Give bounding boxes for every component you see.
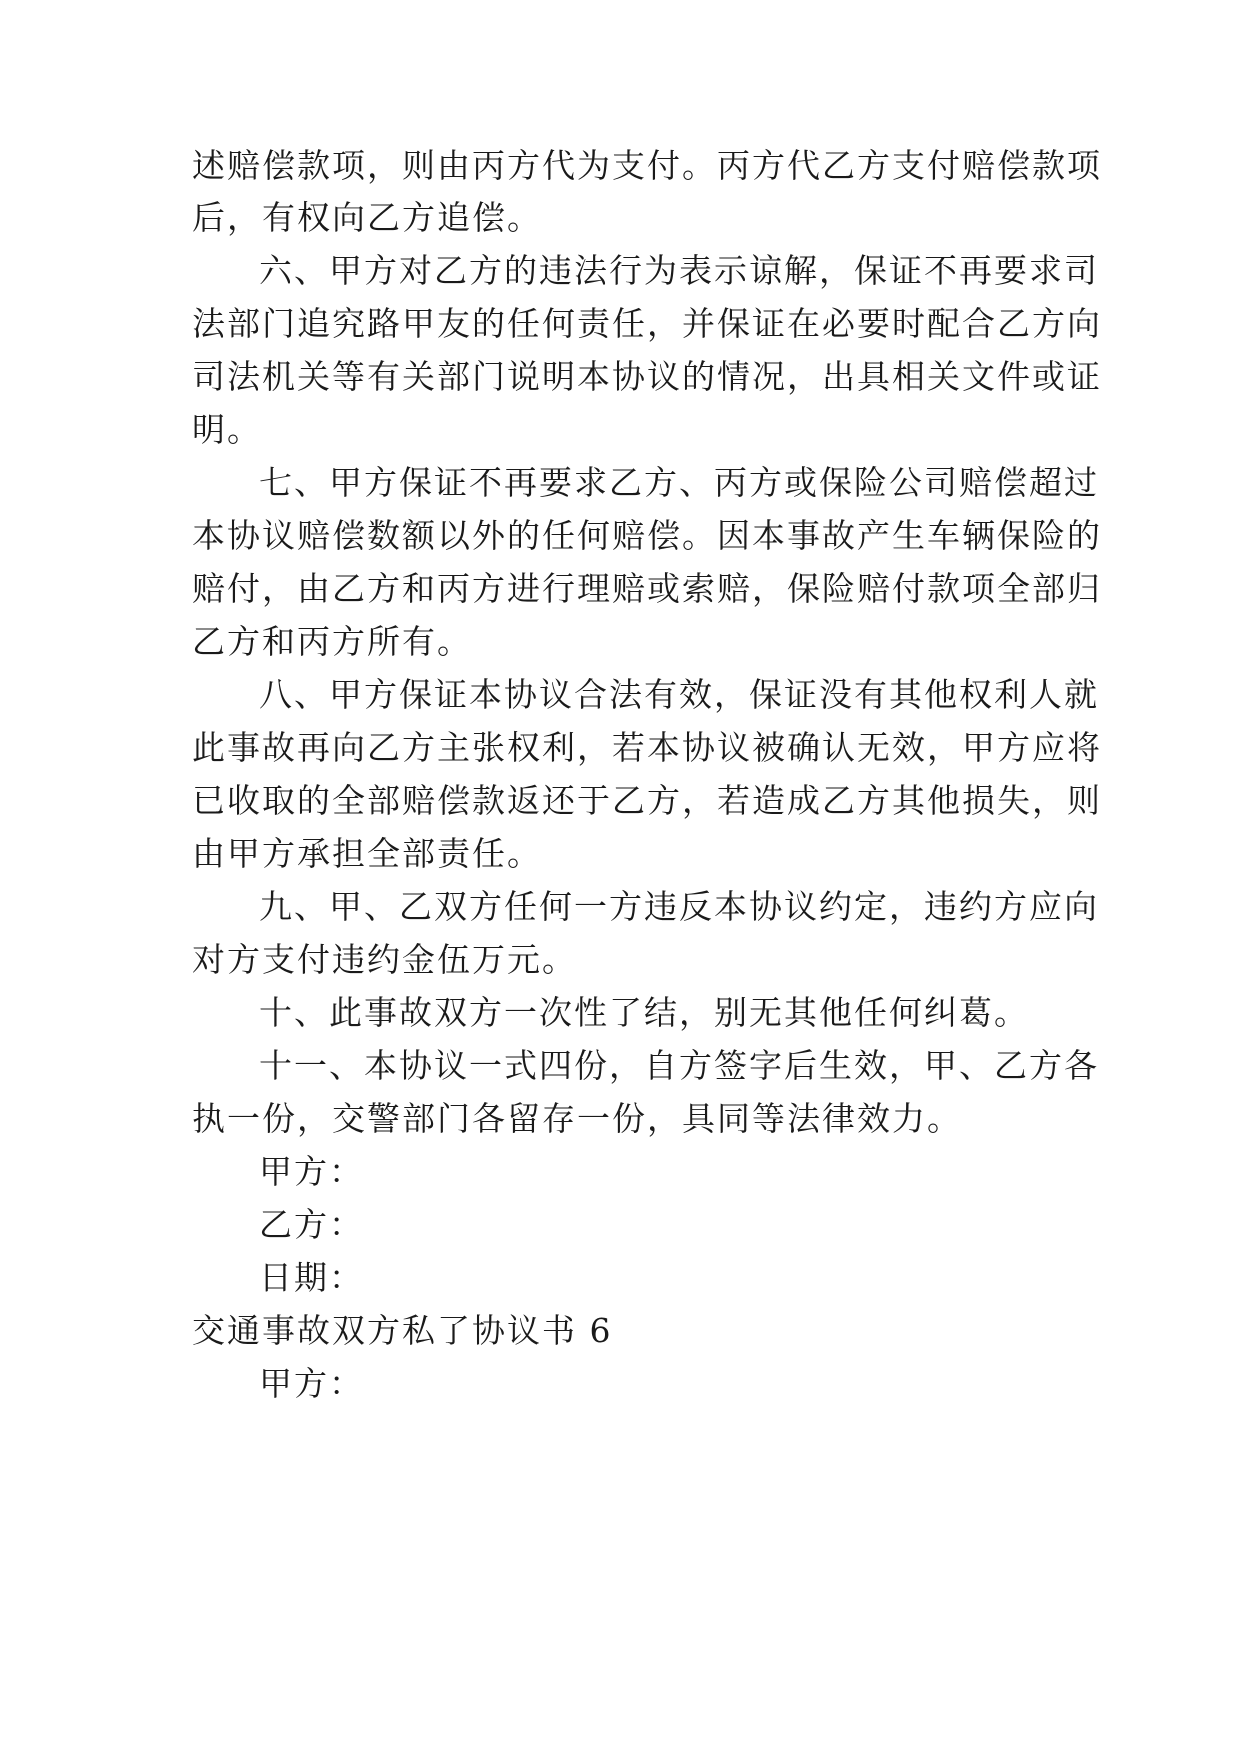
- text-line: 述赔偿款项，则由丙方代为支付。丙方代乙方支付赔偿款项: [192, 146, 1102, 185]
- text-line: 八、甲方保证本协议合法有效，保证没有其他权利人就: [259, 675, 1099, 714]
- section-title: 交通事故双方私了协议书 6: [192, 1311, 613, 1350]
- text-line: 七、甲方保证不再要求乙方、丙方或保险公司赔偿超过: [259, 463, 1099, 502]
- text-line: 对方支付违约金伍万元。: [192, 940, 577, 979]
- text-line: 法部门追究路甲友的任何责任，并保证在必要时配合乙方向: [192, 304, 1102, 343]
- text-line: 已收取的全部赔偿款返还于乙方，若造成乙方其他损失，则: [192, 781, 1102, 820]
- party-a-label: 甲方：: [259, 1364, 364, 1403]
- text-line: 执一份，交警部门各留存一份，具同等法律效力。: [192, 1099, 962, 1138]
- text-line: 乙方和丙方所有。: [192, 622, 472, 661]
- text-line: 十、此事故双方一次性了结，别无其他任何纠葛。: [259, 993, 1029, 1032]
- text-line: 由甲方承担全部责任。: [192, 834, 542, 873]
- text-line: 赔付，由乙方和丙方进行理赔或索赔，保险赔付款项全部归: [192, 569, 1102, 608]
- text-line: 后，有权向乙方追偿。: [192, 198, 542, 237]
- date-label: 日期：: [259, 1258, 364, 1297]
- party-a-label: 甲方：: [259, 1152, 364, 1191]
- text-line: 本协议赔偿数额以外的任何赔偿。因本事故产生车辆保险的: [192, 516, 1102, 555]
- text-line: 此事故再向乙方主张权利，若本协议被确认无效，甲方应将: [192, 728, 1102, 767]
- text-line: 九、甲、乙双方任何一方违反本协议约定，违约方应向: [259, 887, 1099, 926]
- party-b-label: 乙方：: [259, 1205, 364, 1244]
- text-line: 十一、本协议一式四份，自方签字后生效，甲、乙方各: [259, 1046, 1099, 1085]
- text-line: 司法机关等有关部门说明本协议的情况，出具相关文件或证: [192, 357, 1102, 396]
- text-line: 六、甲方对乙方的违法行为表示谅解，保证不再要求司: [259, 251, 1099, 290]
- text-line: 明。: [192, 410, 262, 449]
